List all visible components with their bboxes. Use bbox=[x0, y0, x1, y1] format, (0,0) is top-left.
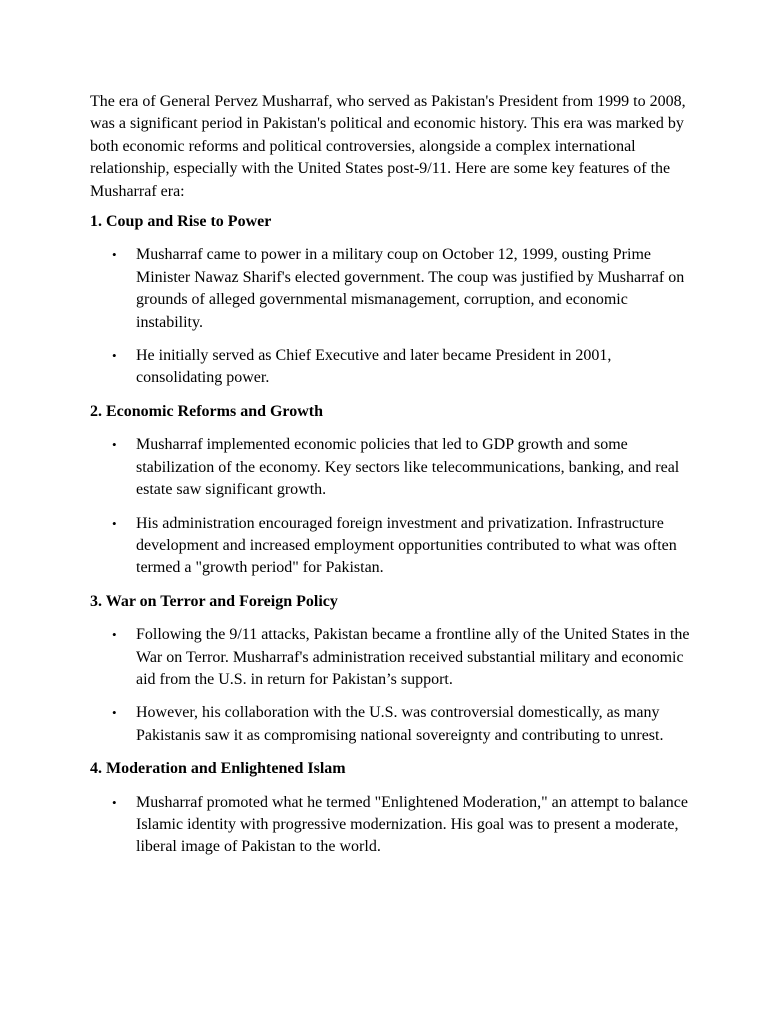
section-moderation bbox=[90, 758, 690, 859]
list-item-text: Following the 9/11 attacks, Pakistan became a frontline ally of the United States in the War on Terror. Musharraf's administration received substantial military and economic aid from the U.S. in return for Pakistan’s support. bbox=[136, 626, 690, 688]
bullet-icon: • bbox=[112, 348, 117, 364]
section-war-on-terror bbox=[90, 591, 690, 747]
bullet-list bbox=[90, 434, 690, 579]
section-heading: 3. War on Terror and Foreign Policy bbox=[90, 592, 338, 610]
section-heading: 1. Coup and Rise to Power bbox=[90, 213, 272, 231]
list-item bbox=[90, 792, 690, 859]
intro-paragraph: The era of General Pervez Musharraf, who served as Pakistan's President from 1999 to 2008, was a significant period in Pakistan's political and economic history. This era was marked by both economic reforms and political controversies, alongside a complex international relationship, especially with the United States post-9/11. Here are some key features of the Musharraf era: bbox=[90, 93, 686, 200]
bullet-icon: • bbox=[112, 627, 117, 643]
bullet-list bbox=[90, 792, 690, 859]
list-item-text: His administration encouraged foreign investment and privatization. Infrastructure development and increased employment opportunities contributed to what was often termed a "growth period" for Pakistan. bbox=[136, 514, 677, 577]
list-item-text: Musharraf promoted what he termed "Enlightened Moderation," an attempt to balance Islamic identity with progressive modernization. His goal was to present a moderate, liberal image of Pakistan to the world. bbox=[136, 793, 688, 856]
list-item bbox=[90, 702, 690, 747]
list-item bbox=[90, 624, 690, 691]
list-item bbox=[90, 345, 690, 390]
bullet-icon: • bbox=[112, 794, 117, 810]
bullet-icon: • bbox=[112, 515, 117, 531]
list-item bbox=[90, 513, 690, 580]
list-item bbox=[90, 244, 690, 334]
bullet-icon: • bbox=[112, 705, 117, 721]
section-coup bbox=[90, 211, 690, 390]
document-page bbox=[90, 91, 690, 870]
list-item-text: However, his collaboration with the U.S. was controversial domestically, as many Pakistanis saw it as compromising national sovereignty and contributing to unrest. bbox=[136, 704, 664, 744]
section-heading: 4. Moderation and Enlightened Islam bbox=[90, 760, 346, 778]
bullet-list bbox=[90, 624, 690, 747]
list-item-text: Musharraf implemented economic policies that led to GDP growth and some stabilization of the economy. Key sectors like telecommunications, banking, and real estate saw significant growth. bbox=[136, 436, 680, 499]
list-item bbox=[90, 434, 690, 501]
section-heading: 2. Economic Reforms and Growth bbox=[90, 402, 324, 420]
bullet-list bbox=[90, 244, 690, 389]
bullet-icon: • bbox=[112, 247, 117, 263]
section-economic bbox=[90, 401, 690, 580]
list-item-text: Musharraf came to power in a military coup on October 12, 1999, ousting Prime Minister Nawaz Sharif's elected government. The coup was justified by Musharraf on grounds of alleged governmental mismanagement, corruption, and economic instability. bbox=[136, 246, 685, 331]
list-item-text: He initially served as Chief Executive and later became President in 2001, consolidating power. bbox=[136, 347, 612, 387]
bullet-icon: • bbox=[112, 437, 117, 453]
